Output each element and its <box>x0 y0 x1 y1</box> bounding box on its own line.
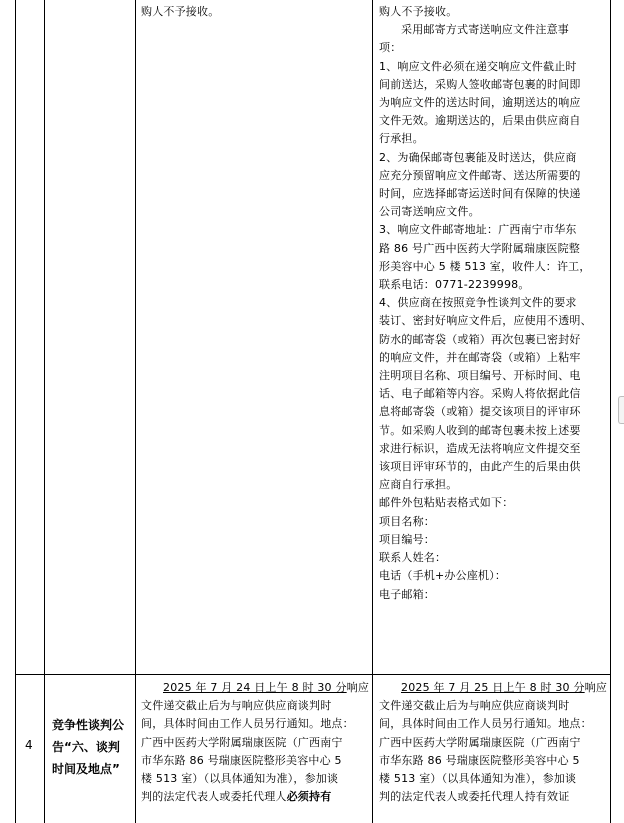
row4-number: 4 <box>25 738 33 752</box>
text-line: 购人不予接收。 <box>141 5 220 18</box>
text-line: 文件递交截止后为与响应供应商谈判时 <box>379 699 570 713</box>
text-line: 项： <box>379 41 402 55</box>
text-line: 息将邮寄袋（或箱）提交该项目的评审环 <box>379 405 581 419</box>
text-line: 应充分预留响应文件邮寄、送达所需要的 <box>379 168 581 182</box>
text-line: 4、供应商在按照竞争性谈判文件的要求 <box>379 296 577 310</box>
text-line: 市华东路 86 号瑞康医院整形美容中心 5 <box>141 753 342 767</box>
row4-c-bold-text: 必须持有 <box>286 790 332 804</box>
text-line: 装订、密封好响应文件后，应使用不透明、 <box>379 314 592 328</box>
text-line: 项目编号： <box>379 532 435 546</box>
row3-col-d <box>379 3 592 604</box>
text-line: 求进行标识，造成无法将响应文件提交至 <box>379 441 581 455</box>
text-line: 该项目评审环节的，由此产生的后果由供 <box>379 460 581 474</box>
row-separator <box>15 674 611 675</box>
border-col3 <box>372 0 373 823</box>
text-line: 公司寄送响应文件。 <box>379 205 480 219</box>
row4-col-d: 2025 年 7 月 25 日上午 8 时 30 分响应 文件递交截止后为与响应供应商谈判时 间，具体时间由工作人员另行通知。地点： 广西中医药大学附属瑞康医院（广西南宁 市华东路 86 号瑞康医院整形美容中心 5 楼 513 室）（以具体通知为准），参加谈 判的法定代表人或委托代理人持有效证 <box>379 679 607 806</box>
text-line: 文件递交截止后为与响应供应商谈判时 <box>141 699 332 713</box>
text-line: 时间，应选择邮寄运送时间有保障的快递 <box>379 187 581 201</box>
text-line: 间前送达，采购人签收邮寄包裹的时间即 <box>379 77 581 91</box>
row4-topic <box>52 714 124 780</box>
row3-col-c <box>141 3 219 21</box>
row4-col-c: 2025 年 7 月 24 日上午 8 时 30 分响应 文件递交截止后为与响应供应商谈判时 间，具体时间由工作人员另行通知。地点： 广西中医药大学附属瑞康医院（广西南宁 市华东路 86 号瑞康医院整形美容中心 5 楼 513 室）（以具体通知为准），参加谈 判的法定代表人或委托代理人必须持有 <box>141 681 370 804</box>
border-col2 <box>135 0 136 823</box>
topic-line: 告“六、谈判 <box>52 740 120 754</box>
text-line: 3、响应文件邮寄地址：广西南宁市华东 <box>379 223 577 237</box>
text-line: 路 86 号广西中医药大学附属瑞康医院整 <box>379 241 580 255</box>
text-line: 邮件外包粘贴表格式如下： <box>379 496 514 510</box>
text-line: 项目名称： <box>379 514 435 528</box>
text-line: 话、电子邮箱等内容。采购人将依据此信 <box>379 387 581 401</box>
text-line: 判的法定代表人或委托代理人持有效证 <box>379 790 570 804</box>
text-line: 2、为确保邮寄包裹能及时送达，供应商 <box>379 150 577 164</box>
text-line: 楼 513 室）（以具体通知为准），参加谈 <box>379 772 577 786</box>
text-line: 节。如采购人收到的邮寄包裹未按上述要 <box>379 423 581 437</box>
text-line: 为响应文件的送达时间，逾期送达的响应 <box>379 96 581 110</box>
row4-d-date: 2025 年 7 月 25 日上午 8 时 30 分 <box>401 681 585 694</box>
text-line: 注明项目名称、项目编号、开标时间、电 <box>379 369 581 383</box>
text-line: 1、响应文件必须在递交响应文件截止时 <box>379 59 577 73</box>
border-left <box>15 0 16 823</box>
border-right <box>610 0 611 823</box>
text-line: 电子邮箱： <box>379 587 435 601</box>
text-line: 购人不予接收。 <box>379 5 458 18</box>
side-scroll-handle[interactable] <box>618 396 624 424</box>
text-line: 广西中医药大学附属瑞康医院（广西南宁 <box>379 735 581 749</box>
text-line: 行承担。 <box>379 132 424 146</box>
text-line: 市华东路 86 号瑞康医院整形美容中心 5 <box>379 753 580 767</box>
text-line: 楼 513 室）（以具体通知为准），参加谈 <box>141 772 339 786</box>
text-line: 广西中医药大学附属瑞康医院（广西南宁 <box>141 735 343 749</box>
text-line: 采用邮寄方式寄送响应文件注意事 <box>401 23 569 37</box>
text-line: 间，具体时间由工作人员另行通知。地点： <box>141 717 354 731</box>
topic-line: 竞争性谈判公 <box>52 718 125 732</box>
text-line: 电话（手机+办公座机）： <box>379 569 507 583</box>
row4-c-date: 2025 年 7 月 24 日上午 8 时 30 分 <box>163 681 347 694</box>
text-line: 形美容中心 5 楼 513 室，收件人：许工， <box>379 259 591 273</box>
text-line: 文件无效。逾期送达的，后果由供应商自 <box>379 114 581 128</box>
text-line: 联系电话：0771-2239998。 <box>379 278 530 292</box>
topic-line: 时间及地点” <box>52 762 120 776</box>
border-col1 <box>44 0 45 823</box>
text-line: 应商自行承担。 <box>379 478 458 492</box>
text-line: 防水的邮寄袋（或箱）再次包裹已密封好 <box>379 332 581 346</box>
text-line: 的响应文件，并在邮寄袋（或箱）上粘牢 <box>379 350 581 364</box>
text-line: 联系人姓名： <box>379 551 447 565</box>
text-line: 间，具体时间由工作人员另行通知。地点： <box>379 717 592 731</box>
